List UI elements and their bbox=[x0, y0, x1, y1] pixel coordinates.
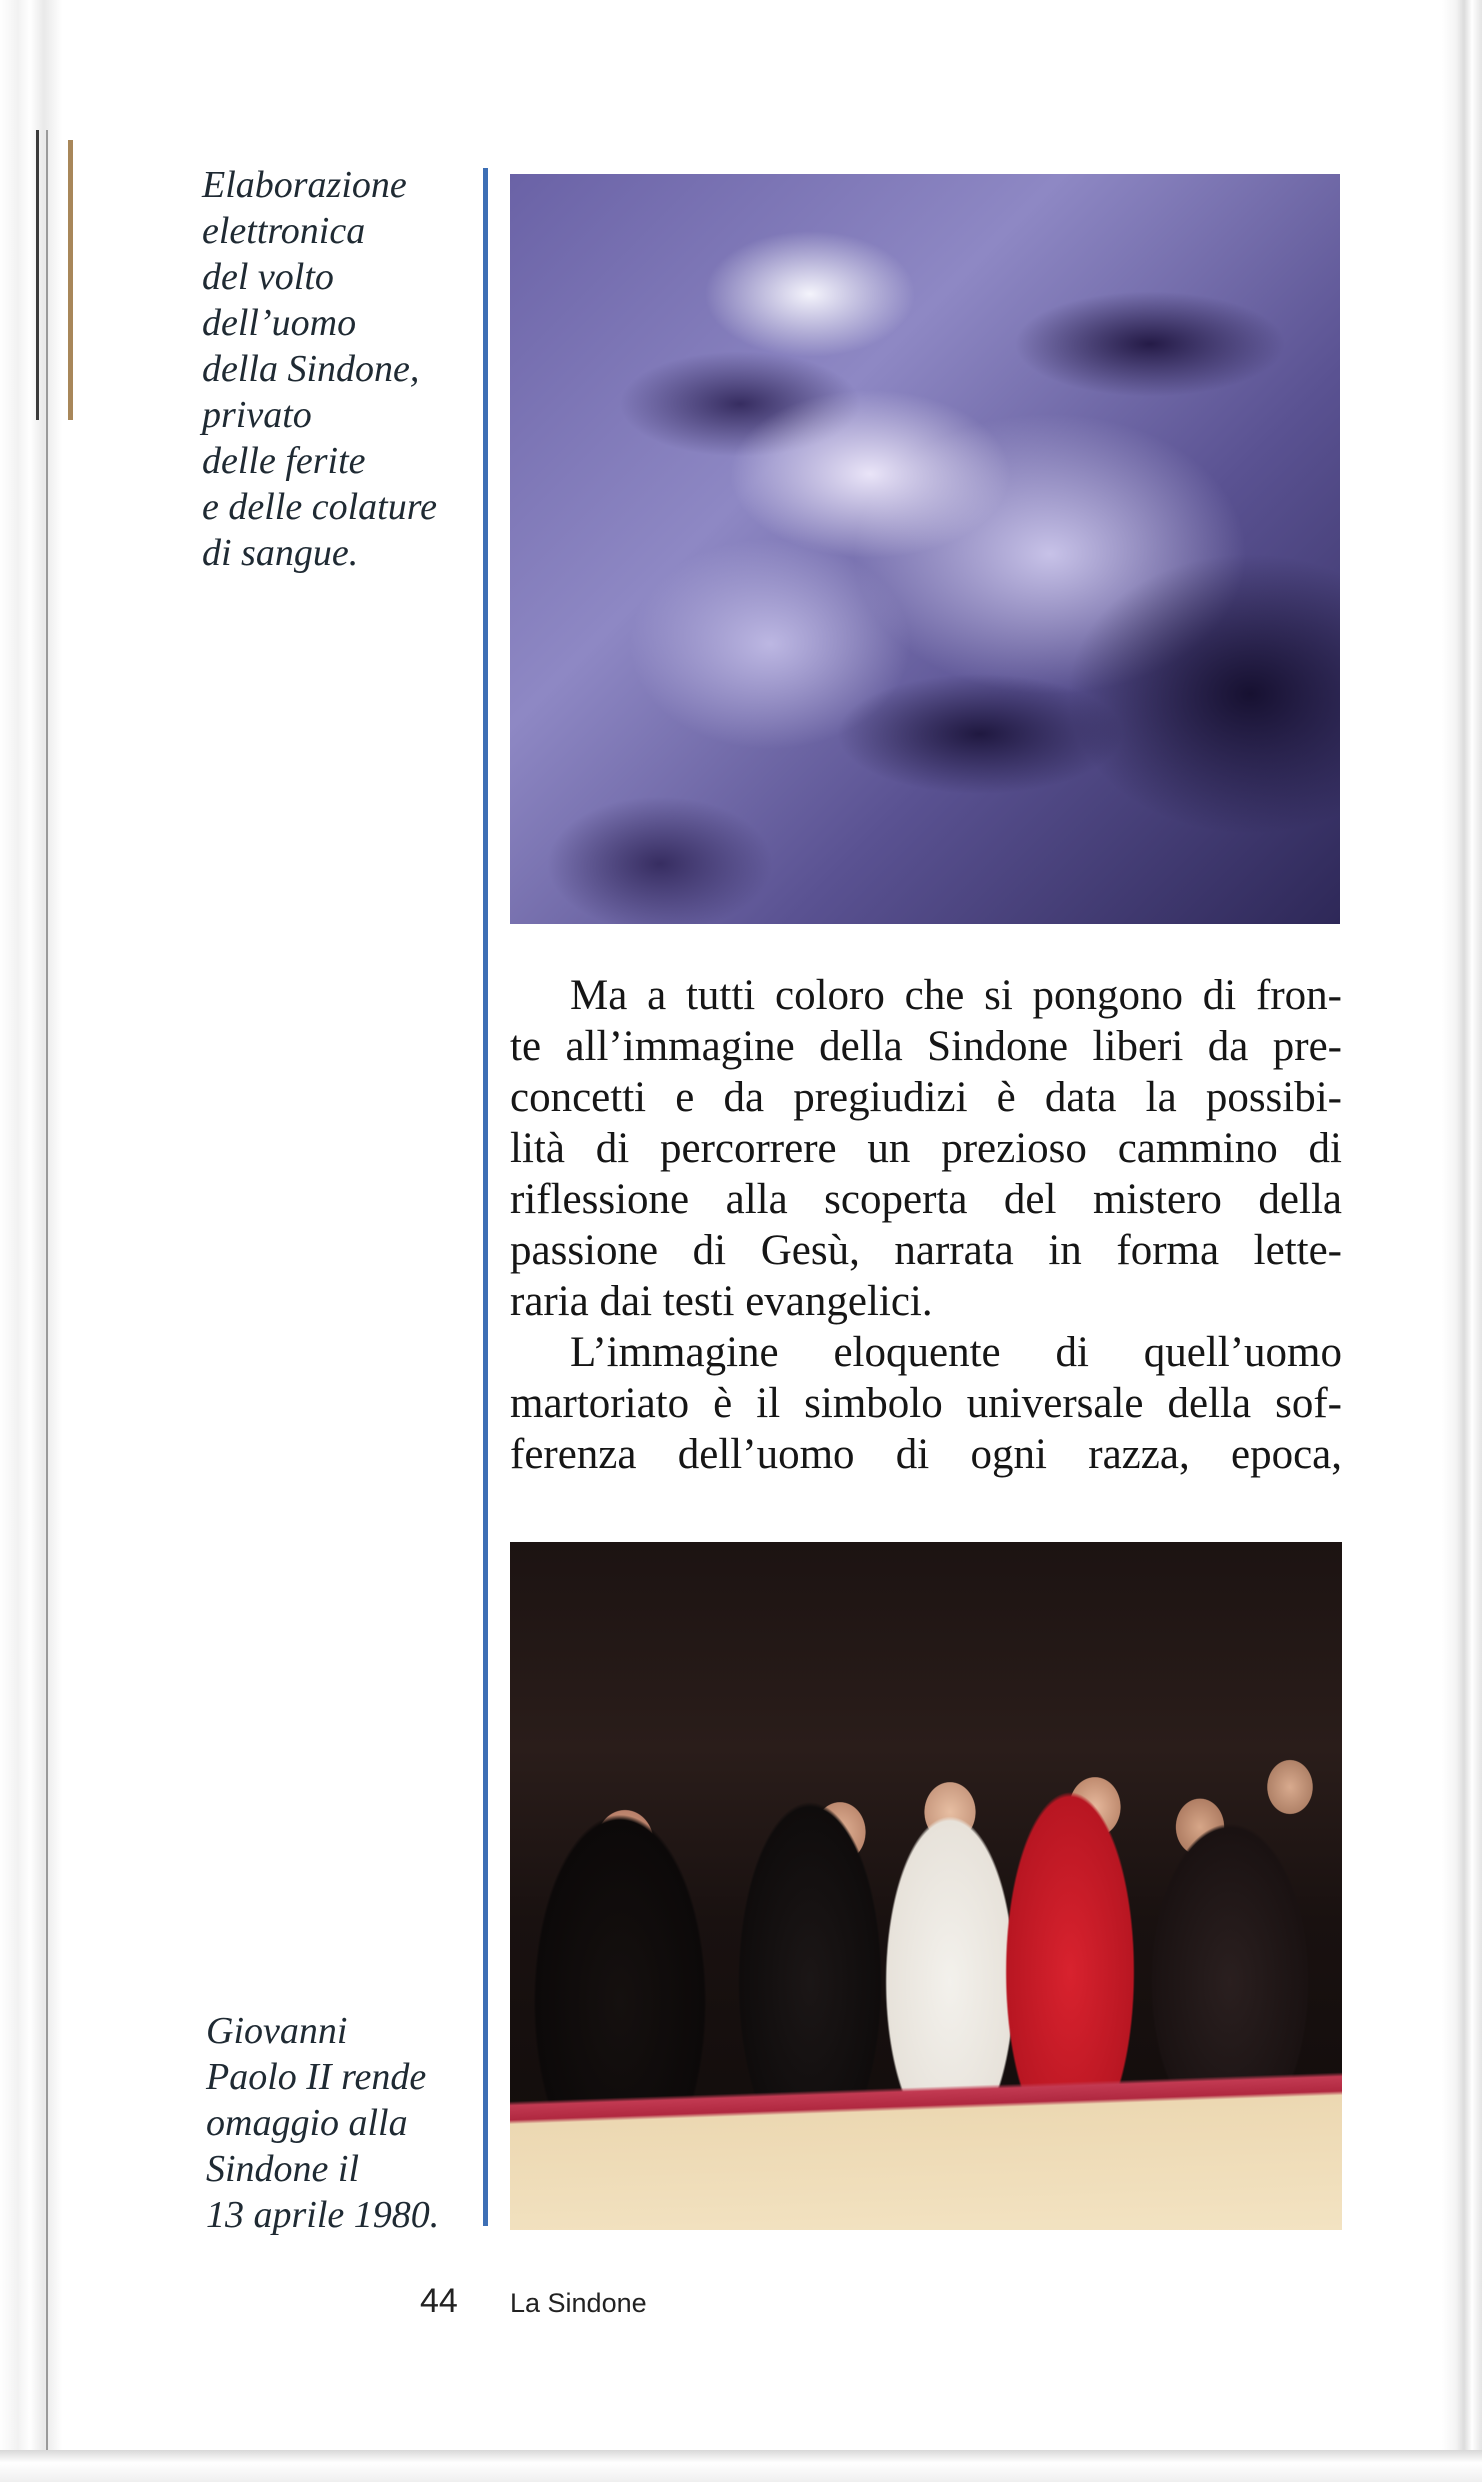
caption-line: omaggio alla bbox=[206, 2102, 408, 2144]
shroud-face-photo bbox=[510, 174, 1340, 924]
text-line: passione di Gesù, narrata in forma lette- bbox=[510, 1227, 1342, 1274]
text-line: L’immagine eloquente di quell’uomo bbox=[570, 1329, 1342, 1376]
vertical-rule bbox=[483, 168, 488, 2226]
caption-line: del volto bbox=[202, 256, 334, 298]
text-line: te all’immagine della Sindone liberi da pre- bbox=[510, 1023, 1342, 1070]
page-number: 44 bbox=[420, 2282, 458, 2320]
caption-line: Elaborazione bbox=[202, 164, 407, 206]
caption-line: delle ferite bbox=[202, 440, 366, 482]
caption-line: privato bbox=[202, 394, 312, 436]
text-line: lità di percorrere un prezioso cammino di bbox=[510, 1125, 1342, 1172]
caption-line: e delle colature bbox=[202, 486, 437, 528]
caption-line: 13 aprile 1980. bbox=[206, 2194, 440, 2236]
text-line: raria dai testi evangelici. bbox=[510, 1278, 933, 1325]
caption-line: Sindone il bbox=[206, 2148, 360, 2190]
caption-line: elettronica bbox=[202, 210, 366, 252]
running-title: La Sindone bbox=[510, 2288, 647, 2318]
caption-line: di sangue. bbox=[202, 532, 359, 574]
ceremony-photo bbox=[510, 1542, 1342, 2230]
book-page-edge-bottom bbox=[0, 2450, 1482, 2482]
text-line: ferenza dell’uomo di ogni razza, epoca, bbox=[510, 1431, 1342, 1478]
caption-ceremony-image bbox=[206, 2008, 439, 2238]
text-line: Ma a tutti coloro che si pongono di fron- bbox=[570, 972, 1342, 1019]
caption-line: della Sindone, bbox=[202, 348, 420, 390]
text-line: martoriato è il simbolo universale della sof- bbox=[510, 1380, 1342, 1427]
body-text bbox=[510, 970, 1342, 1480]
caption-line: Paolo II rende bbox=[206, 2056, 427, 2098]
edge-mark bbox=[46, 130, 48, 2450]
paragraph bbox=[510, 1327, 1342, 1480]
caption-face-image bbox=[202, 162, 437, 576]
text-line: riflessione alla scoperta del mistero della bbox=[510, 1176, 1342, 1223]
edge-mark bbox=[36, 130, 39, 420]
caption-line: Giovanni bbox=[206, 2010, 348, 2052]
caption-line: dell’uomo bbox=[202, 302, 357, 344]
book-page-edge-right bbox=[1442, 0, 1482, 2482]
paragraph bbox=[510, 970, 1342, 1327]
text-line: concetti e da pregiudizi è data la possibi- bbox=[510, 1074, 1342, 1121]
book-page-edge-left bbox=[0, 0, 62, 2482]
edge-mark bbox=[68, 140, 73, 420]
